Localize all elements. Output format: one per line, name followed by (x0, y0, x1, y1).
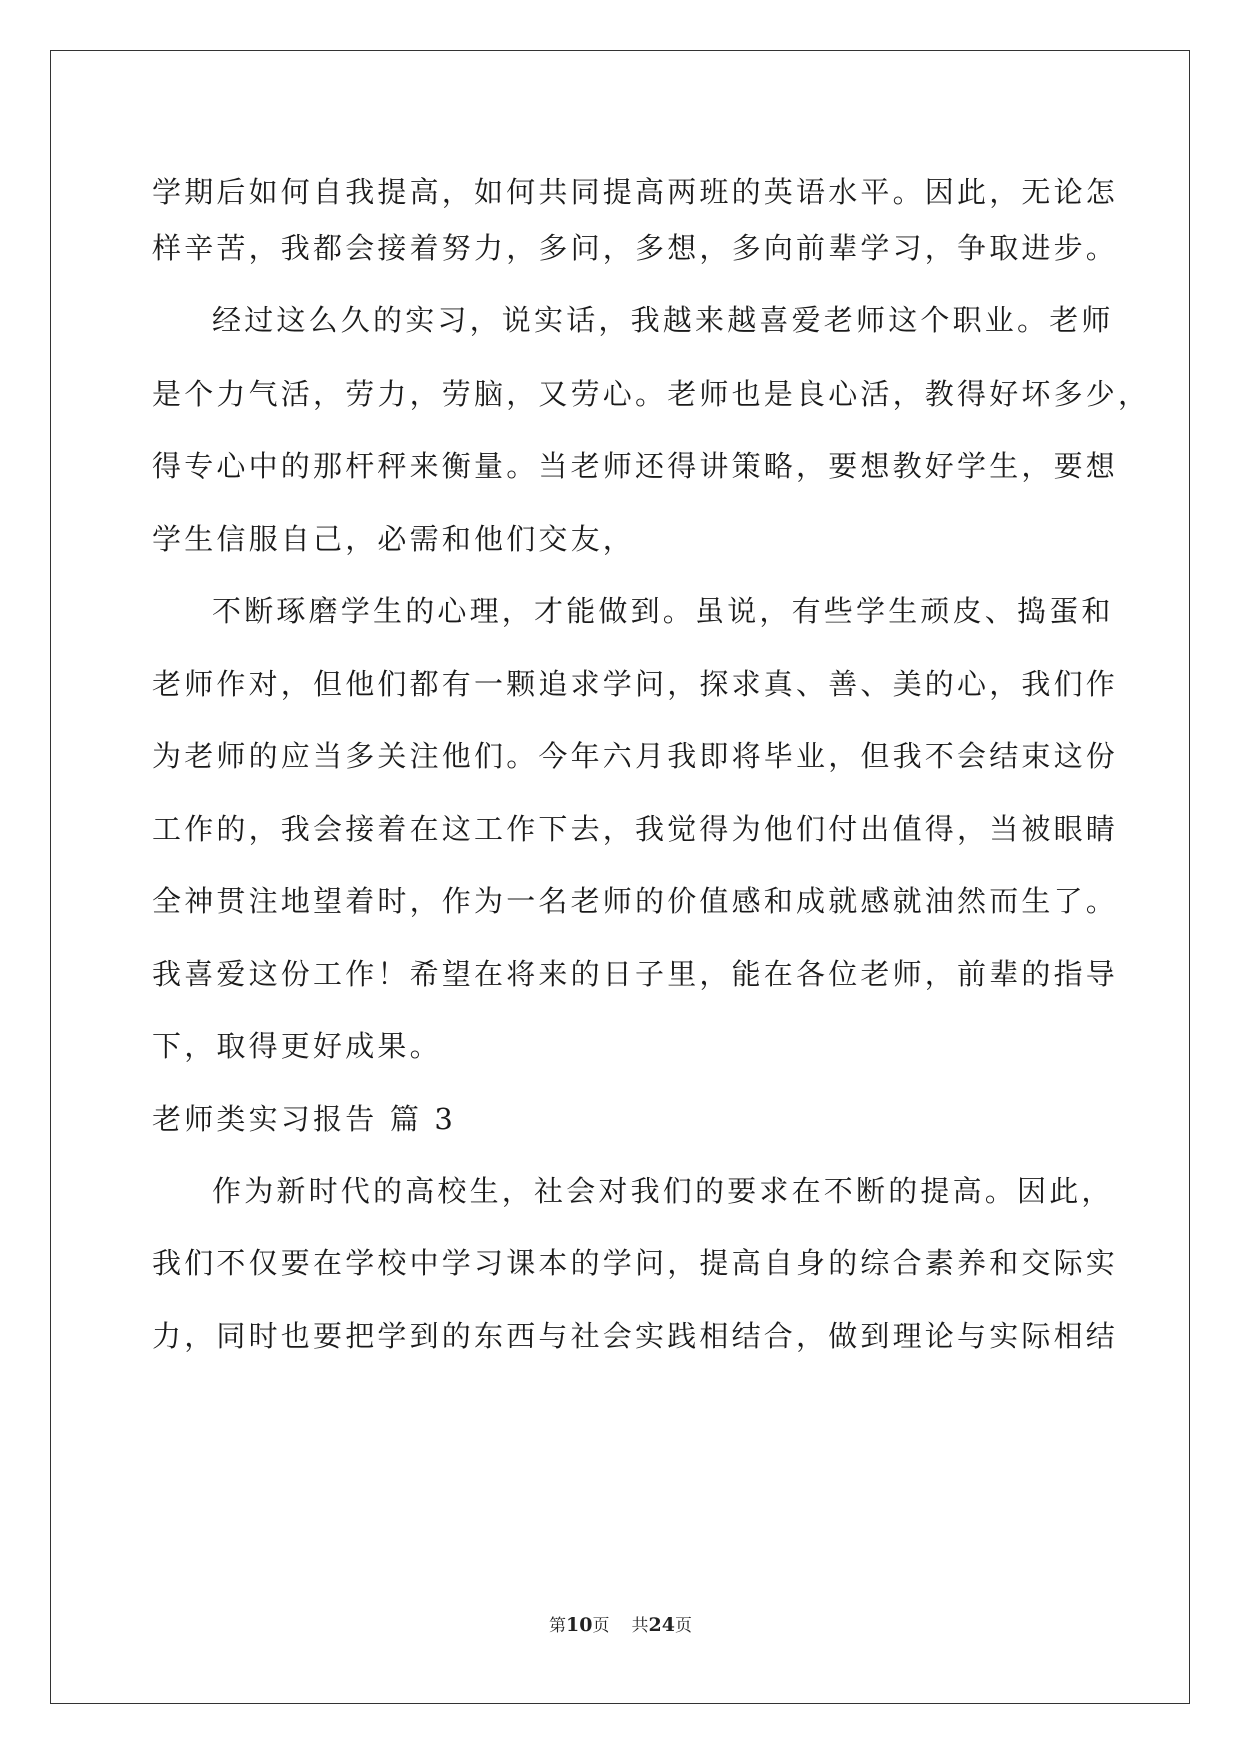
body-line: 得专心中的那杆秤来衡量。当老师还得讲策略，要想教好学生，要想 (152, 449, 1119, 483)
section-heading: 老师类实习报告 篇 3 (152, 1102, 457, 1136)
page-suffix: 页 (592, 1616, 610, 1636)
total-prefix: 共 (631, 1616, 649, 1636)
total-pages-number: 24 (648, 1614, 675, 1636)
paragraph-first-line: 作为新时代的高校生，社会对我们的要求在不断的提高。因此， (212, 1174, 1114, 1208)
current-page-number: 10 (566, 1614, 593, 1636)
body-line: 为老师的应当多关注他们。今年六月我即将毕业，但我不会结束这份 (152, 739, 1119, 773)
total-suffix: 页 (674, 1616, 692, 1636)
body-line: 下，取得更好成果。 (152, 1029, 442, 1063)
body-line: 我们不仅要在学校中学习课本的学问，提高自身的综合素养和交际实 (152, 1246, 1119, 1280)
body-line: 老师作对，但他们都有一颗追求学问，探求真、善、美的心，我们作 (152, 667, 1119, 701)
body-line: 全神贯注地望着时，作为一名老师的价值感和成就感就油然而生了。 (152, 884, 1119, 918)
body-line: 工作的，我会接着在这工作下去，我觉得为他们付出值得，当被眼睛 (152, 812, 1119, 846)
page-border (50, 50, 1190, 1704)
body-line: 我喜爱这份工作！希望在将来的日子里，能在各位老师，前辈的指导 (152, 957, 1119, 991)
paragraph-first-line: 不断琢磨学生的心理，才能做到。虽说，有些学生顽皮、捣蛋和 (212, 594, 1114, 628)
paragraph-first-line: 经过这么久的实习，说实话，我越来越喜爱老师这个职业。老师 (212, 303, 1114, 337)
body-line: 力，同时也要把学到的东西与社会实践相结合，做到理论与实际相结 (152, 1319, 1119, 1353)
body-line: 学生信服自己，必需和他们交友， (152, 522, 636, 556)
body-line: 学期后如何自我提高，如何共同提高两班的英语水平。因此，无论怎 (152, 175, 1119, 209)
body-line: 样辛苦，我都会接着努力，多问，多想，多向前辈学习，争取进步。 (152, 231, 1119, 265)
body-line: 是个力气活，劳力，劳脑，又劳心。老师也是良心活，教得好坏多少， (152, 377, 1151, 411)
page-prefix: 第 (549, 1616, 567, 1636)
page-footer (0, 1614, 1241, 1637)
